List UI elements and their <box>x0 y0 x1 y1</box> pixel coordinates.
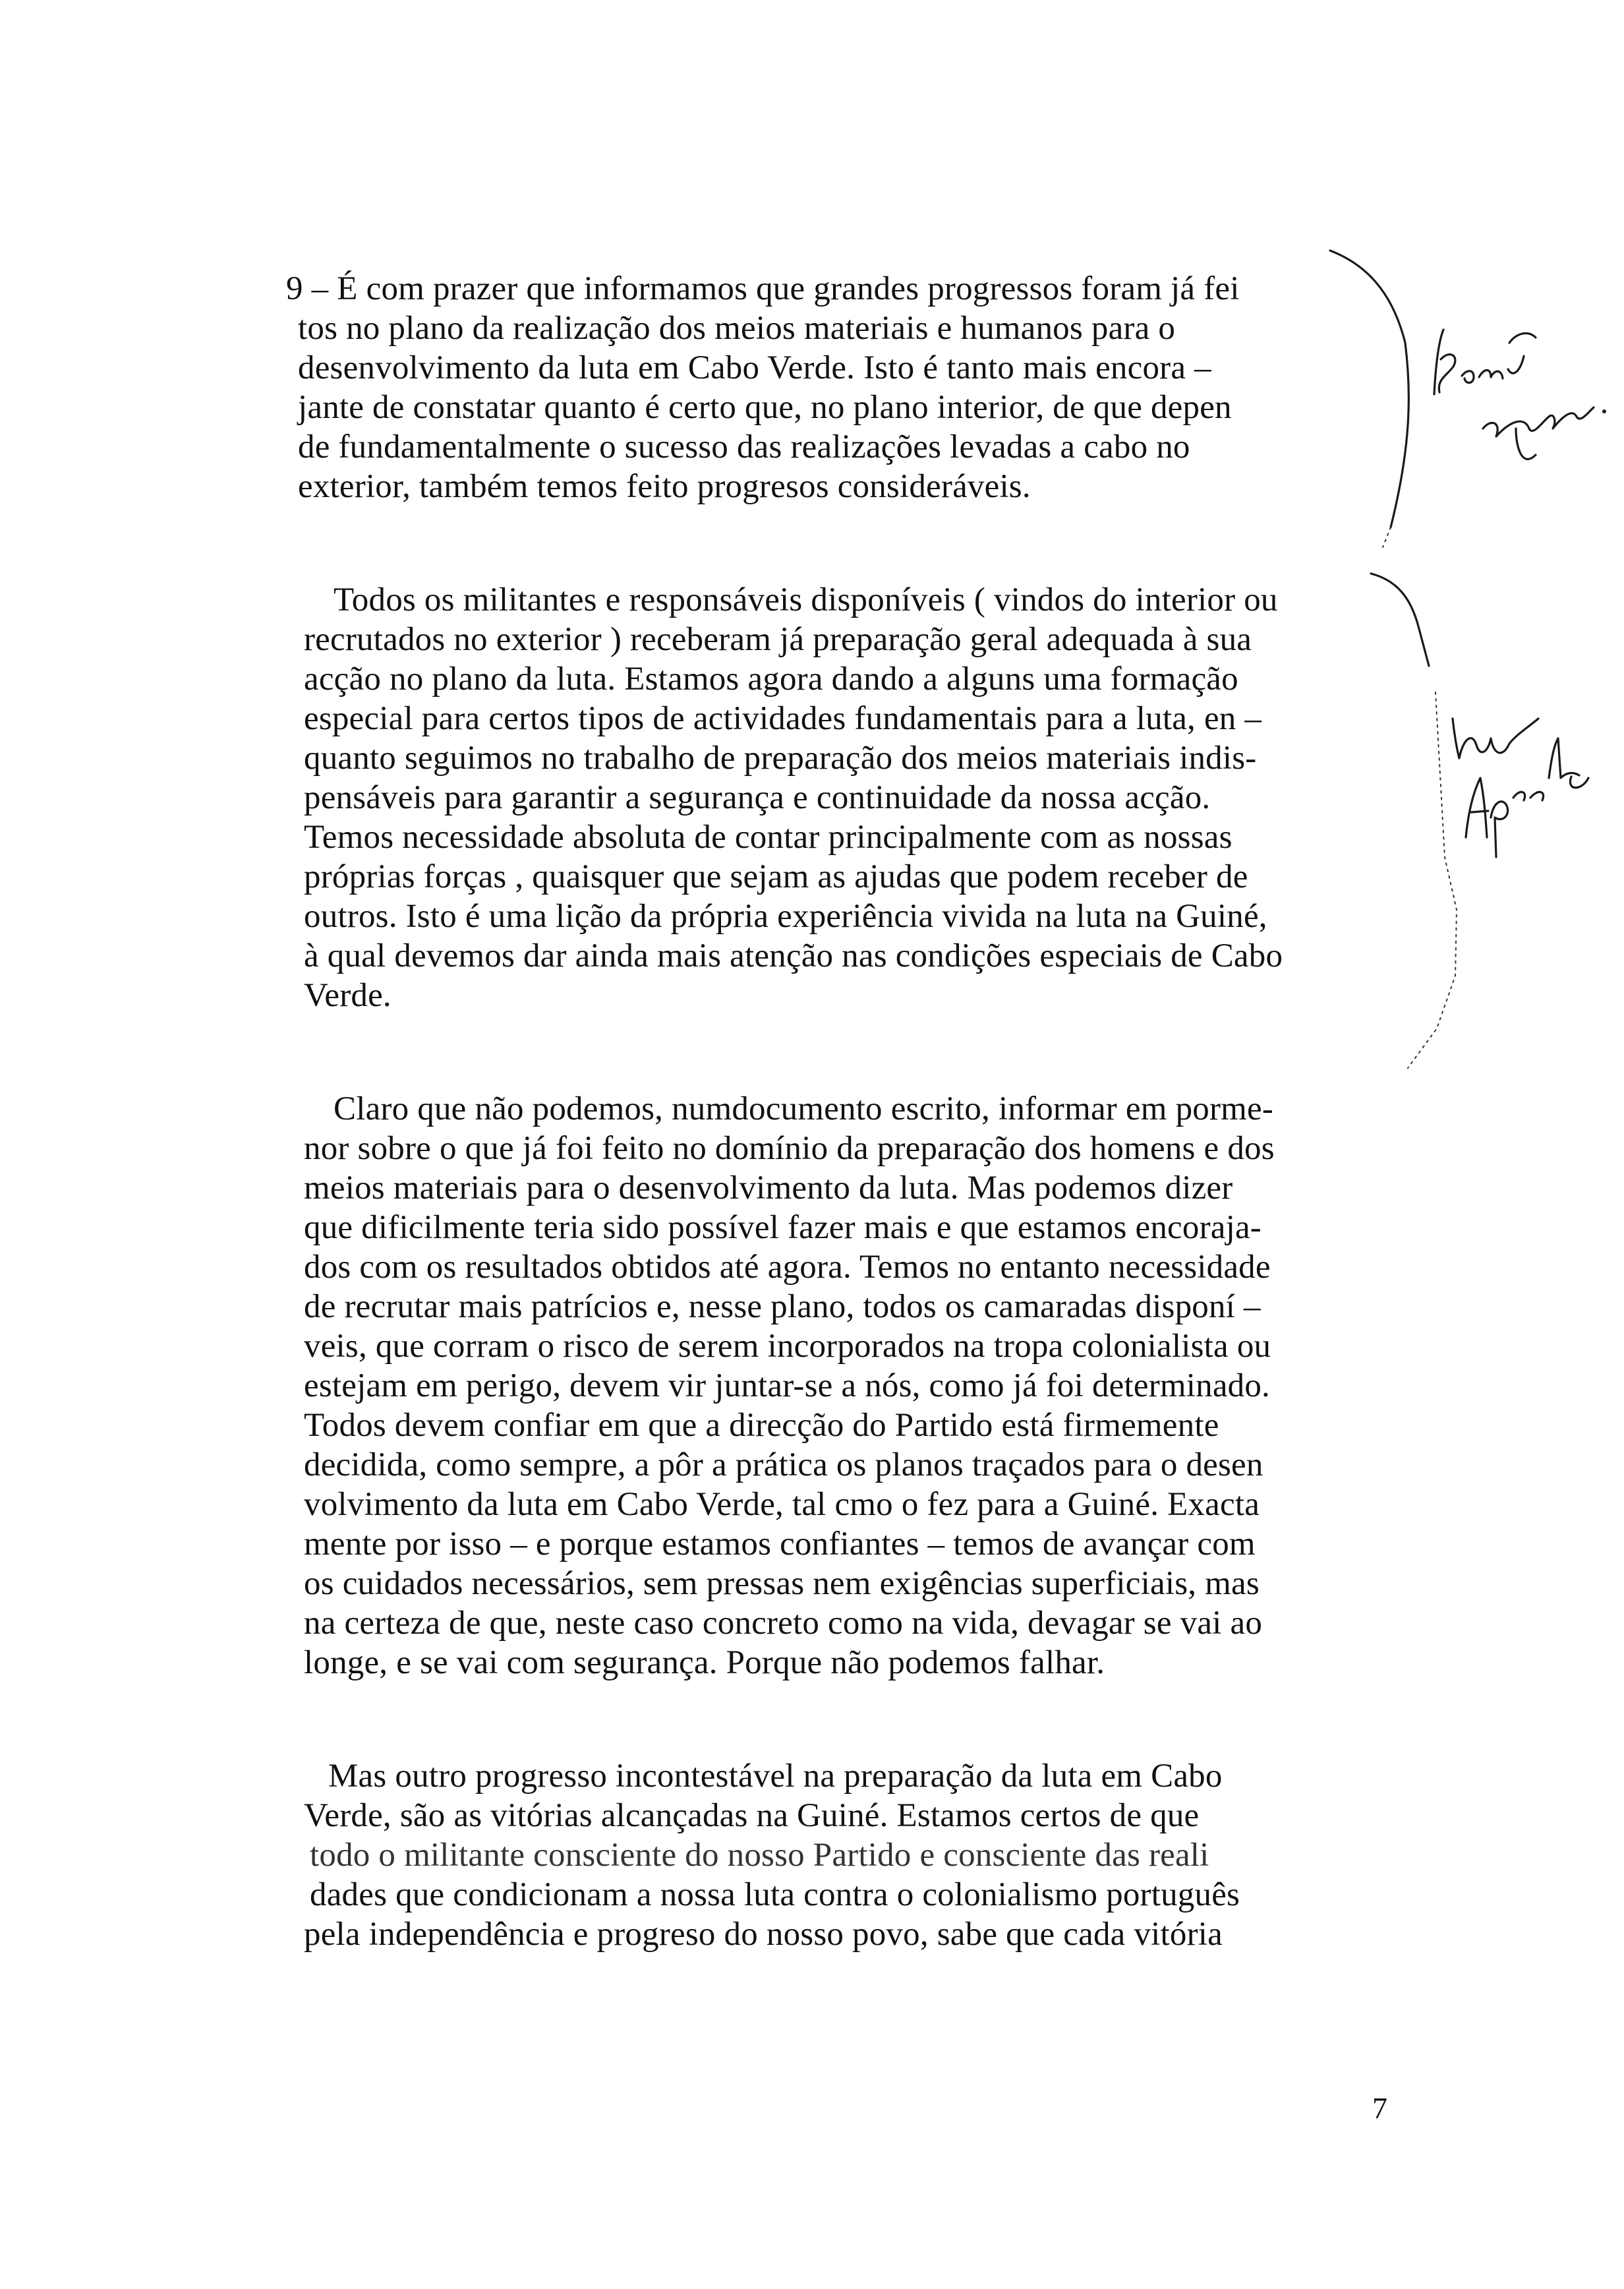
text-line: nor sobre o que já foi feito no domínio da preparação dos homens e dos <box>304 1130 1275 1167</box>
text-line: Verde. <box>304 977 392 1014</box>
text-line: veis, que corram o risco de serem incorporados na tropa colonialista ou <box>304 1328 1271 1365</box>
text-line: acção no plano da luta. Estamos agora dando a alguns uma formação <box>304 661 1238 698</box>
text-line: Mas outro progresso incontestável na preparação da luta em Cabo <box>328 1758 1223 1795</box>
text-line: os cuidados necessários, sem pressas nem exigências superficiais, mas <box>304 1565 1260 1602</box>
text-line: todo o militante consciente do nosso Partido e consciente das reali <box>310 1837 1209 1874</box>
margin-note-2 <box>1453 719 1588 857</box>
text-line: próprias forças , quaisquer que sejam as ajudas que podem receber de <box>304 858 1248 895</box>
text-line: especial para certos tipos de actividades fundamentais para a luta, en – <box>304 700 1262 737</box>
page-number: 7 <box>1372 2091 1387 2125</box>
text-line: de fundamentalmente o sucesso das realizações levadas a cabo no <box>298 429 1190 465</box>
text-line: na certeza de que, neste caso concreto como na vida, devagar se vai ao <box>304 1605 1263 1642</box>
text-line: Temos necessidade absoluta de contar principalmente com as nossas <box>304 819 1232 856</box>
text-line: outros. Isto é uma lição da própria experiência vivida na luta na Guiné, <box>304 898 1267 935</box>
text-line: jante de constatar quanto é certo que, no plano interior, de que depen <box>298 389 1232 426</box>
text-line: Verde, são as vitórias alcançadas na Guiné. Estamos certos de que <box>304 1797 1200 1834</box>
text-line: quanto seguimos no trabalho de preparação dos meios materiais indis- <box>304 740 1257 777</box>
text-line: recrutados no exterior ) receberam já preparação geral adequada à sua <box>304 621 1252 658</box>
text-line: 9 – É com prazer que informamos que grandes progressos foram já fei <box>286 270 1240 307</box>
text-line: Todos devem confiar em que a direcção do Partido está firmemente <box>304 1407 1219 1444</box>
text-line: desenvolvimento da luta em Cabo Verde. Isto é tanto mais encora – <box>298 349 1211 386</box>
text-line: volvimento da luta em Cabo Verde, tal cmo o fez para a Guiné. Exacta <box>304 1486 1260 1523</box>
text-line: estejam em perigo, devem vir juntar-se a nós, como já foi determinado. <box>304 1367 1271 1404</box>
text-line: longe, e se vai com segurança. Porque não podemos falhar. <box>304 1644 1105 1681</box>
text-line: exterior, também temos feito progresos consideráveis. <box>298 468 1031 505</box>
margin-bracket-1 <box>1330 251 1408 527</box>
margin-bracket-2-tail <box>1408 692 1457 1068</box>
text-line: pela independência e progreso do nosso povo, sabe que cada vitória <box>304 1916 1223 1953</box>
text-line: de recrutar mais patrícios e, nesse plano, todos os camaradas disponí – <box>304 1288 1261 1325</box>
text-line: dos com os resultados obtidos até agora. Temos no entanto necessidade <box>304 1249 1271 1286</box>
text-line: Claro que não podemos, numdocumento escrito, informar em porme- <box>334 1090 1274 1127</box>
margin-bracket-1-tail <box>1383 527 1391 547</box>
margin-note-1 <box>1434 330 1606 459</box>
text-line: que dificilmente teria sido possível fazer mais e que estamos encoraja- <box>304 1209 1262 1246</box>
text-line: tos no plano da realização dos meios materiais e humanos para o <box>298 310 1176 347</box>
text-line: meios materiais para o desenvolvimento da luta. Mas podemos dizer <box>304 1170 1233 1206</box>
text-line: à qual devemos dar ainda mais atenção nas condições especiais de Cabo <box>304 937 1283 974</box>
text-line: dades que condicionam a nossa luta contra o colonialismo português <box>310 1876 1240 1913</box>
margin-bracket-2 <box>1371 574 1429 666</box>
text-line: Todos os militantes e responsáveis disponíveis ( vindos do interior ou <box>334 581 1278 618</box>
text-line: pensáveis para garantir a segurança e continuidade da nossa acção. <box>304 779 1211 816</box>
text-line: mente por isso – e porque estamos confiantes – temos de avançar com <box>304 1526 1256 1562</box>
text-line: decidida, como sempre, a pôr a prática os planos traçados para o desen <box>304 1446 1263 1483</box>
